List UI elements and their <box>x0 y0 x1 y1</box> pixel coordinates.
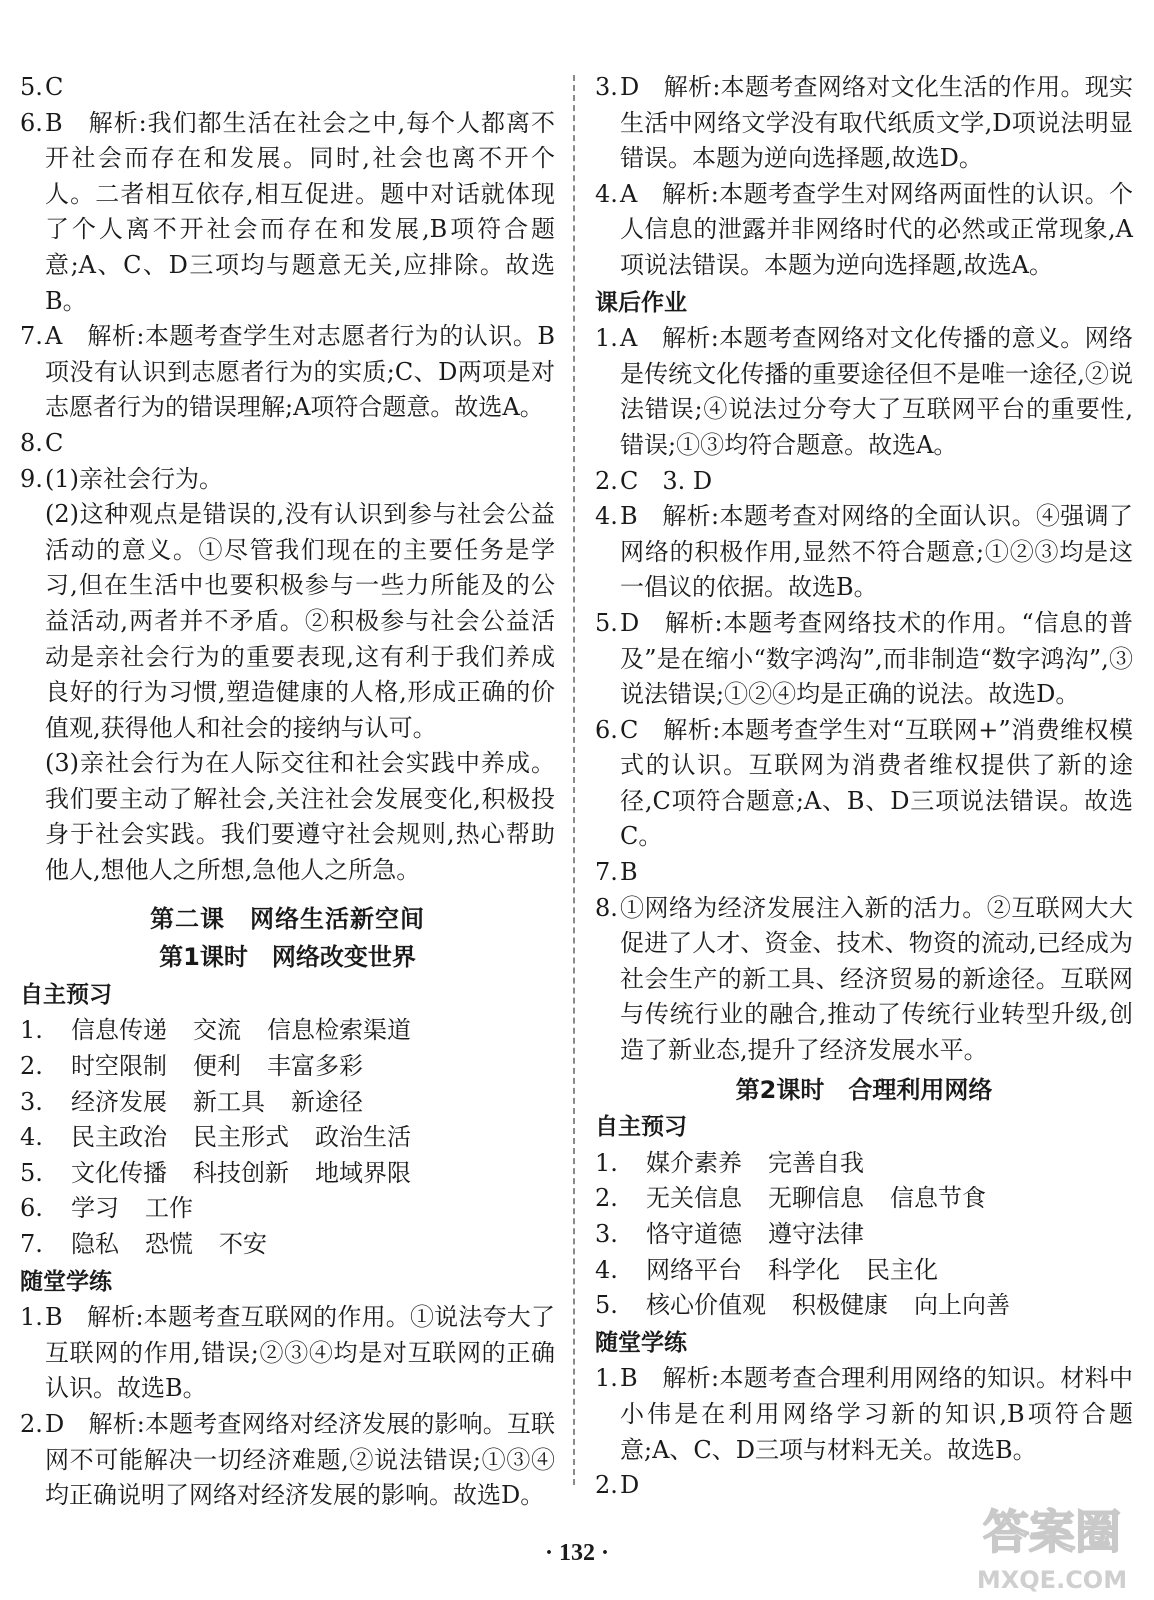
term-row: 2. 时空限制 便利 丰富多彩 <box>20 1052 363 1081</box>
lesson-title: 第2课时 合理利用网络 <box>735 1075 993 1104</box>
term-row: 6. 学习 工作 <box>20 1194 193 1223</box>
term-row: 4. 网络平台 科学化 民主化 <box>595 1255 938 1284</box>
answer-item: 4. B 解析:本题考查对网络的全面认识。④强调了网络的积极作用,显然不符合题意;①②③均是这一倡议的依据。故选B。 <box>595 502 1133 602</box>
term-row: 5. 文化传播 科技创新 地域界限 <box>20 1158 411 1187</box>
answer-paragraph: (2)这种观点是错误的,没有认识到参与社会公益活动的意义。①尽管我们现在的主要任务是学习,但在生活中也要积极参与一些力所能及的公益活动,两者并不矛盾。②积极参与社会公益活动是亲社会行为的重要表现,这有利于我们养成良好的行为习惯,塑造健康的人格,形成正确的价值观,获得他人和社会的接纳与认可。 <box>45 500 555 742</box>
watermark-logo <box>960 1490 1145 1600</box>
answer-item: 1. A 解析:本题考查网络对文化传播的意义。网络是传统文化传播的重要途径但不是唯一途径,②说法错误;④说法过分夸大了互联网平台的重要性,错误;①③均符合题意。故选A。 <box>595 324 1133 459</box>
watermark-text: 答案圈 <box>983 1505 1121 1559</box>
answer-item: 3. D 解析:本题考查网络对文化生活的作用。现实生活中网络文学没有取代纸质文学,D项说法明显错误。本题为逆向选择题,故选D。 <box>595 73 1133 173</box>
right-column <box>595 70 1133 1504</box>
answer-item: 5. D 解析:本题考查网络技术的作用。“信息的普及”是在缩小“数字鸿沟”,而非制造“数字鸿沟”,③说法错误;①②④均是正确的说法。故选D。 <box>595 608 1133 709</box>
answer-item: 6. C 解析:本题考查学生对“互联网+”消费维权模式的认识。互联网为消费者维权提供了新的途径,C项符合题意;A、B、D三项说法错误。故选C。 <box>595 715 1133 851</box>
answer-item: 8. C <box>20 428 64 457</box>
watermark-url: MXQE.COM <box>976 1566 1128 1594</box>
page-number: · 132 · <box>544 1540 609 1566</box>
answer-item: 6. B 解析:我们都生活在社会之中,每个人都离不开社会而存在和发展。同时,社会也离不开个人。二者相互依存,相互促进。题中对话就体现了个人离不开社会而存在和发展,B项符合题意;A、C、D三项均与题意无关,应排除。故选B。 <box>20 108 555 315</box>
term-row: 7. 隐私 恐慌 不安 <box>20 1230 267 1258</box>
term-row: 1. 媒介素养 完善自我 <box>595 1148 864 1177</box>
answer-item: 9. (1)亲社会行为。 <box>20 464 223 493</box>
term-row: 3. 恪守道德 遵守法律 <box>595 1220 864 1248</box>
term-row: 3. 经济发展 新工具 新途径 <box>20 1087 363 1116</box>
section-heading: 自主预习 <box>20 981 112 1008</box>
term-row: 2. 无关信息 无聊信息 信息节食 <box>595 1184 986 1213</box>
section-heading: 课后作业 <box>595 289 687 316</box>
answer-item: 8. ①网络为经济发展注入新的活力。②互联网大大促进了人才、资金、技术、物资的流动,已经成为社会生产的新工具、经济贸易的新途径。互联网与传统行业的融合,推动了传统行业转型升级,创造了新业态,提升了经济发展水平。 <box>595 893 1133 1065</box>
answer-paragraph: (3)亲社会行为在人际交往和社会实践中养成。我们要主动了解社会,关注社会发展变化,积极投身于社会实践。我们要遵守社会规则,热心帮助他人,想他人之所想,急他人之所急。 <box>45 749 555 885</box>
section-heading: 随堂学练 <box>20 1268 112 1295</box>
term-row: 5. 核心价值观 积极健康 向上向善 <box>595 1291 1010 1320</box>
answer-item: 5. C <box>20 73 64 101</box>
left-column <box>20 70 555 1514</box>
column-divider <box>573 75 575 1485</box>
answer-item: 7. B <box>595 858 638 887</box>
term-row: 1. 信息传递 交流 信息检索渠道 <box>20 1016 411 1045</box>
chapter-title: 第二课 网络生活新空间 <box>150 903 425 933</box>
answer-item: 2. D <box>595 1471 640 1500</box>
term-row: 4. 民主政治 民主形式 政治生活 <box>20 1123 411 1152</box>
answer-item: 7. A 解析:本题考查学生对志愿者行为的认识。B项没有认识到志愿者行为的实质;C、D两项是对志愿者行为的错误理解;A项符合题意。故选A。 <box>20 322 555 422</box>
answer-item: 2. D 解析:本题考查网络对经济发展的影响。互联网不可能解决一切经济难题,②说法错误;①③④均正确说明了网络对经济发展的影响。故选D。 <box>20 1409 555 1510</box>
answer-item: 1. B 解析:本题考查互联网的作用。①说法夸大了互联网的作用,错误;②③④均是对互联网的正确认识。故选B。 <box>20 1303 555 1403</box>
answer-item: 4. A 解析:本题考查学生对网络两面性的认识。个人信息的泄露并非网络时代的必然或正常现象,A项说法错误。本题为逆向选择题,故选A。 <box>595 179 1133 279</box>
section-heading: 自主预习 <box>595 1114 687 1141</box>
answer-item: 1. B 解析:本题考查合理利用网络的知识。材料中小伟是在利用网络学习新的知识,B项符合题意;A、C、D三项与材料无关。故选B。 <box>595 1364 1133 1464</box>
answer-item: 2. C 3. D <box>595 466 713 495</box>
section-heading: 随堂学练 <box>595 1329 687 1356</box>
lesson-title: 第1课时 网络改变世界 <box>159 943 416 972</box>
